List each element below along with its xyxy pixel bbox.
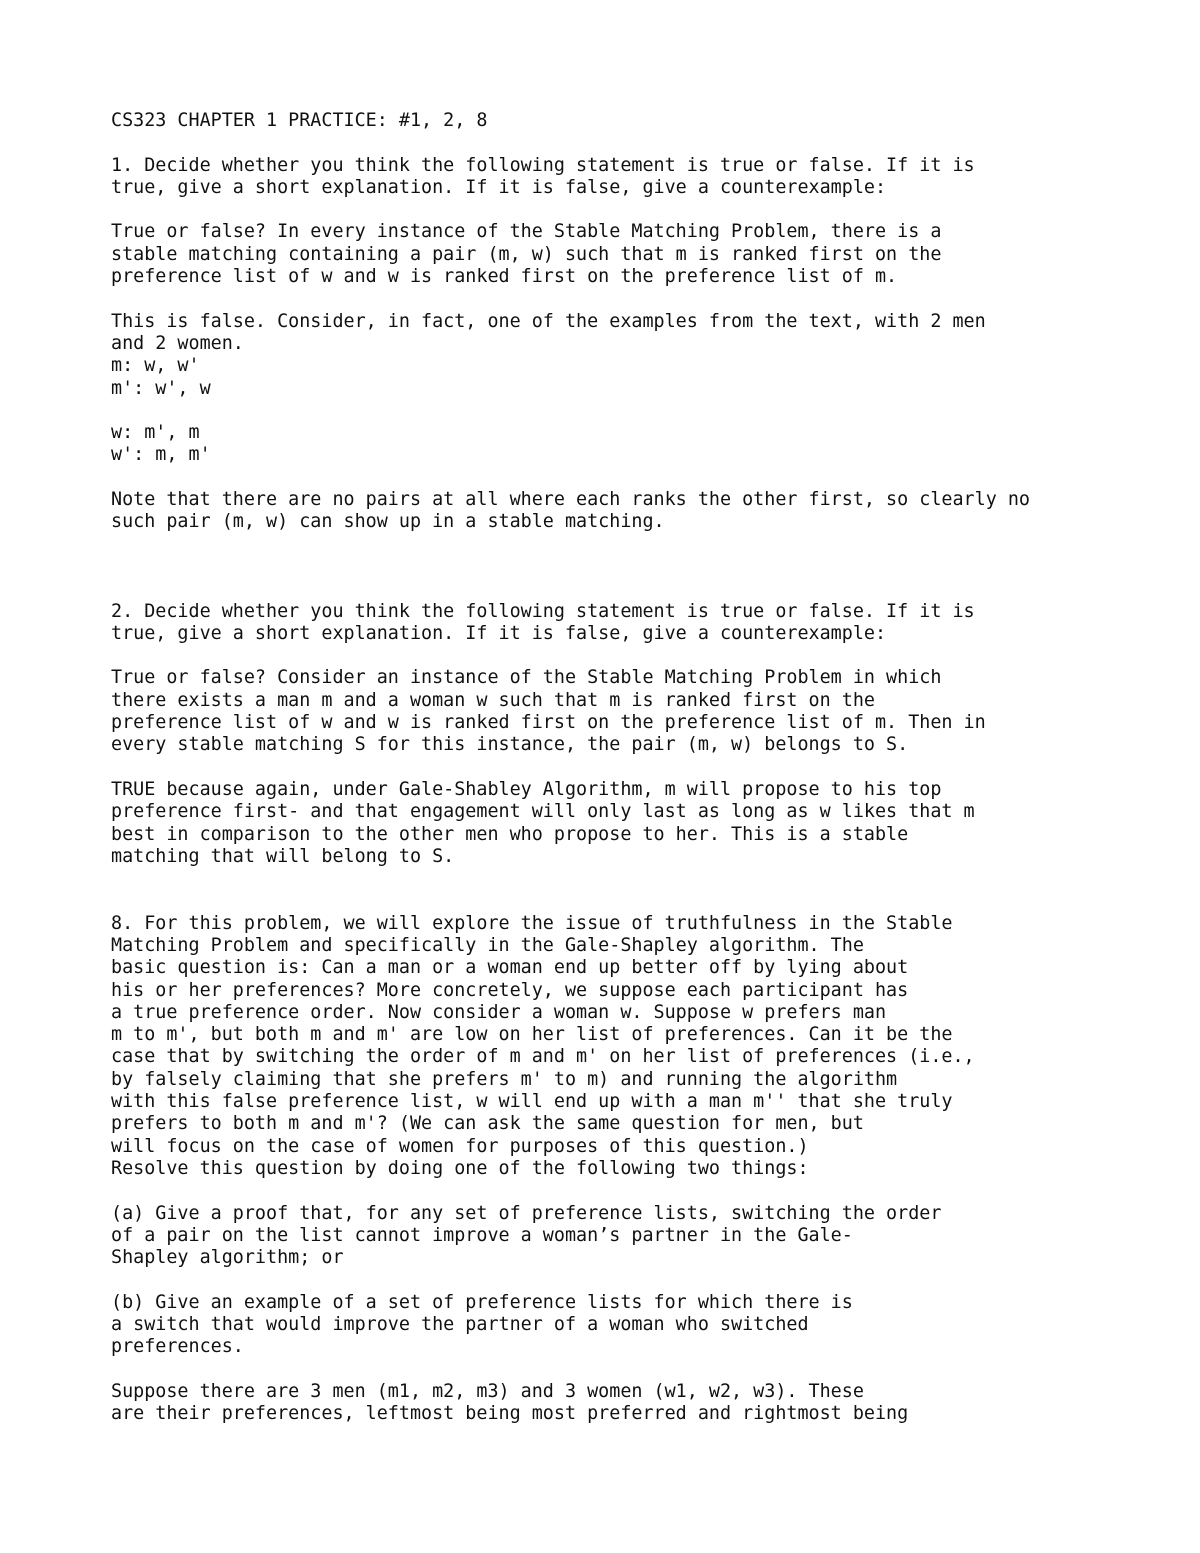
text-line xyxy=(111,534,1171,556)
text-line xyxy=(111,578,1171,600)
text-line: w: m', m xyxy=(111,422,200,444)
text-line: m: w, w' xyxy=(111,355,200,377)
text-line: Suppose there are 3 men (m1, m2, m3) and 3 women (w1, w2, w3). These xyxy=(111,1380,864,1402)
text-line xyxy=(111,556,1171,578)
text-line xyxy=(111,288,1171,310)
text-line: and 2 women. xyxy=(111,332,244,354)
text-line: (a) Give a proof that, for any set of preference lists, switching the order xyxy=(111,1202,942,1224)
text-line: This is false. Consider, in fact, one of the examples from the text, with 2 men xyxy=(111,310,986,332)
text-line: preference list of w and w is ranked first on the preference list of m. Then in xyxy=(111,712,986,734)
text-line: a switch that would improve the partner of a woman who switched xyxy=(111,1314,809,1336)
text-line xyxy=(111,757,1171,779)
text-line xyxy=(111,645,1171,667)
text-line: case that by switching the order of m and m' on her list of preferences (i.e., xyxy=(111,1046,975,1068)
text-line: best in comparison to the other men who propose to her. This is a stable xyxy=(111,823,909,845)
text-line: (b) Give an example of a set of preference lists for which there is xyxy=(111,1291,853,1313)
text-line xyxy=(111,1180,1171,1202)
text-line: with this false preference list, w will end up with a man m'' that she truly xyxy=(111,1091,953,1113)
text-line: preferences. xyxy=(111,1336,244,1358)
text-line xyxy=(111,890,1171,912)
text-line: will focus on the case of women for purposes of this question.) xyxy=(111,1135,809,1157)
text-line: true, give a short explanation. If it is false, give a counterexample: xyxy=(111,622,887,644)
text-line: TRUE because again, under Gale-Shabley Algorithm, m will propose to his top xyxy=(111,778,942,800)
text-line: of a pair on the list cannot improve a woman’s partner in the Gale- xyxy=(111,1224,853,1246)
text-line: there exists a man m and a woman w such that m is ranked first on the xyxy=(111,689,875,711)
text-line: every stable matching S for this instance, the pair (m, w) belongs to S. xyxy=(111,734,909,756)
text-line: 8. For this problem, we will explore the issue of truthfulness in the Stable xyxy=(111,912,953,934)
text-line: Shapley algorithm; or xyxy=(111,1247,344,1269)
text-line: True or false? In every instance of the Stable Matching Problem, there is a xyxy=(111,221,942,243)
text-line: preference list of w and w is ranked first on the preference list of m. xyxy=(111,266,898,288)
text-line xyxy=(111,467,1171,489)
text-line: w': m, m' xyxy=(111,444,211,466)
text-line: basic question is: Can a man or a woman end up better off by lying about xyxy=(111,957,909,979)
text-line: prefers to both m and m'? (We can ask the same question for men, but xyxy=(111,1113,864,1135)
text-line: Matching Problem and specifically in the Gale-Shapley algorithm. The xyxy=(111,934,864,956)
text-line: matching that will belong to S. xyxy=(111,845,455,867)
text-line: such pair (m, w) can show up in a stable matching. xyxy=(111,511,665,533)
document-title: CS323 CHAPTER 1 PRACTICE: #1, 2, 8 xyxy=(111,110,488,131)
text-line: true, give a short explanation. If it is false, give a counterexample: xyxy=(111,176,887,198)
text-line xyxy=(111,400,1171,422)
text-line xyxy=(111,868,1171,890)
text-line xyxy=(111,1269,1171,1291)
text-line: m': w', w xyxy=(111,377,211,399)
text-line: Resolve this question by doing one of the following two things: xyxy=(111,1157,809,1179)
text-line: 1. Decide whether you think the following statement is true or false. If it is xyxy=(111,154,975,176)
text-line: 2. Decide whether you think the following statement is true or false. If it is xyxy=(111,600,975,622)
text-line xyxy=(111,199,1171,221)
text-line: True or false? Consider an instance of the Stable Matching Problem in which xyxy=(111,667,942,689)
text-line: preference first- and that engagement will only last as long as w likes that m xyxy=(111,801,975,823)
text-line: a true preference order. Now consider a woman w. Suppose w prefers man xyxy=(111,1001,887,1023)
text-line xyxy=(111,132,1171,154)
text-line: by falsely claiming that she prefers m' to m) and running the algorithm xyxy=(111,1068,898,1090)
text-line: stable matching containing a pair (m, w) such that m is ranked first on the xyxy=(111,243,942,265)
text-line: his or her preferences? More concretely, we suppose each participant has xyxy=(111,979,909,1001)
text-line: are their preferences, leftmost being most preferred and rightmost being xyxy=(111,1403,909,1425)
text-line: m to m', but both m and m' are low on her list of preferences. Can it be the xyxy=(111,1024,953,1046)
text-line: Note that there are no pairs at all where each ranks the other first, so clearly no xyxy=(111,489,1030,511)
text-line xyxy=(111,1359,1171,1381)
document-page xyxy=(111,110,1171,1426)
